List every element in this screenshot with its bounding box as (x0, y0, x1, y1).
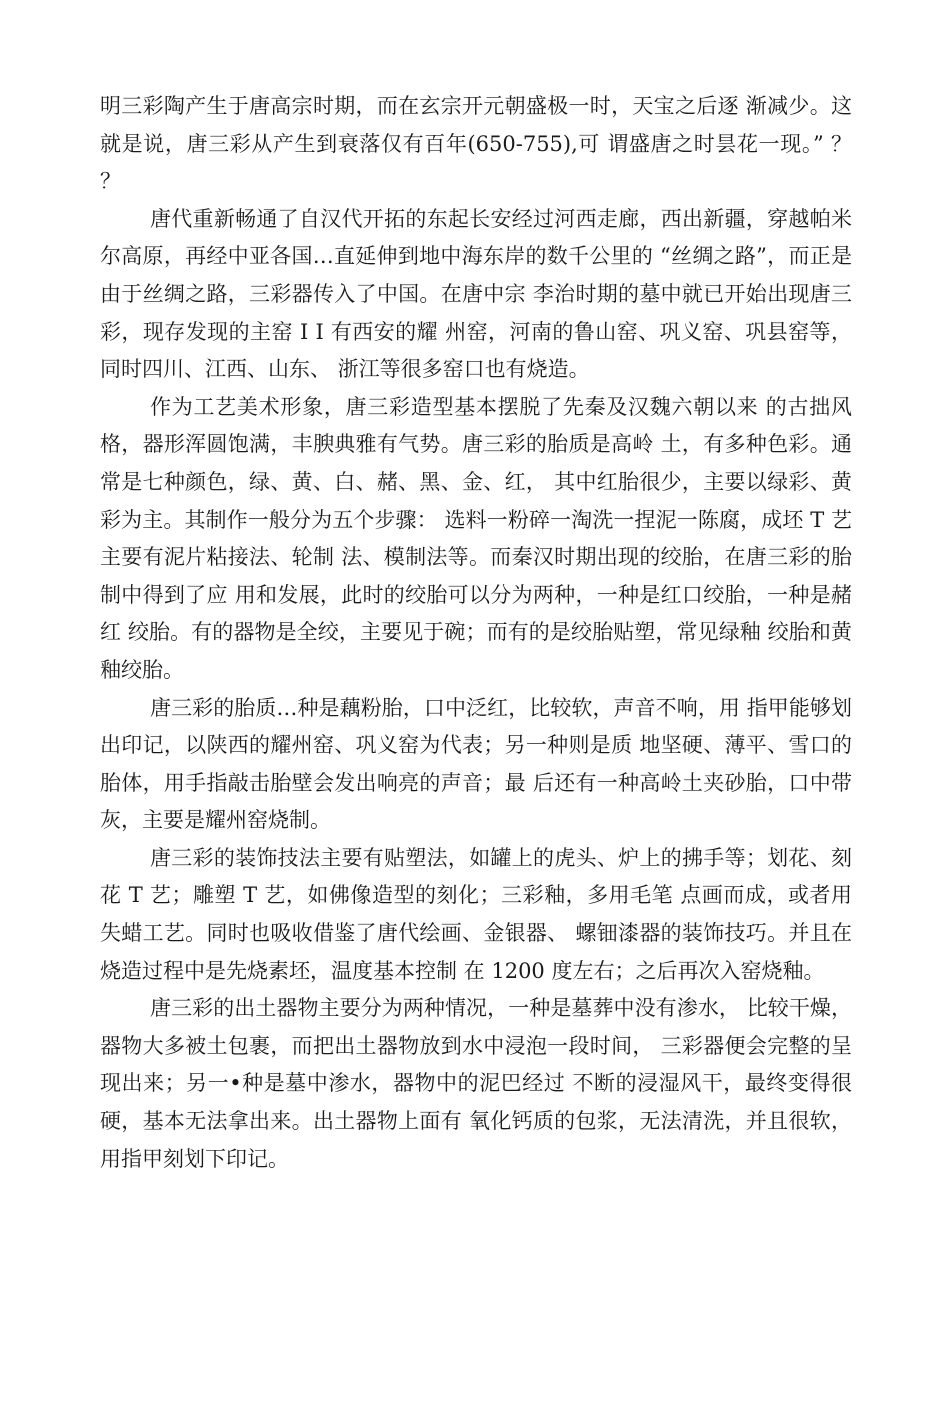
paragraph-4: 唐三彩的胎质…种是藕粉胎，口中泛红，比较软，声音不响，用 指甲能够划出印记，以陕西的耀州窑、巩义窑为代表；另一种则是质 地坚硬、薄平、雪口的胎体，用手指敲击胎壁会发出响亮的声音；最 后还有一种高岭土夹砂胎，口中带灰，主要是耀州窑烧制。 (100, 695, 852, 833)
paragraph-1: 明三彩陶产生于唐高宗时期，而在玄宗开元朝盛极一时，天宝之后逐 渐减少。这就是说，唐三彩从产生到衰落仅有百年(650-755),可 谓盛唐之时昙花一现。” ？ ？ (100, 94, 852, 194)
paragraph-2: 唐代重新畅通了自汉代开拓的东起长安经过河西走廊，西出新疆，穿越帕米尔高原，再经中亚各国…直延伸到地中海东岸的数千公里的 “丝绸之路”，而正是由于丝绸之路，三彩器传入了中国。在唐中宗 李治时期的墓中就已开始出现唐三彩，现存发现的主窑 I I 有西安的耀 州窑，河南的鲁山窑、巩义窑、巩县窑等，同时四川、江西、山东、 浙江等很多窑口也有烧造。 (100, 206, 852, 382)
paragraph-6: 唐三彩的出土器物主要分为两种情况，一种是墓葬中没有渗水， 比较干燥，器物大多被土包裹，而把出土器物放到水中浸泡一段时间， 三彩器便会完整的呈现出来；另一•种是墓中渗水，器物中的泥巴经过 不断的浸湿风干，最终变得很硬，基本无法拿出来。出土器物上面有 氧化钙质的包浆，无法清洗，并且很软，用指甲刻划下印记。 (100, 996, 852, 1171)
paragraph-5: 唐三彩的装饰技法主要有贴塑法，如罐上的虎头、炉上的拂手等；划花、刻花 T 艺；雕塑 T 艺，如佛像造型的刻化；三彩釉，多用毛笔 点画而成，或者用失蜡工艺。同时也吸收借鉴了唐代绘画、金银器、 螺钿漆器的装饰技巧。并且在烧造过程中是先烧素坯，温度基本控制 在 1200 度左右；之后再次入窑烧釉。 (100, 845, 852, 983)
document-page (100, 88, 852, 1178)
paragraph-3: 作为工艺美术形象，唐三彩造型基本摆脱了先秦及汉魏六朝以来 的古拙风格，器形浑圆饱满，丰腴典雅有气势。唐三彩的胎质是高岭 土，有多种色彩。通常是七种颜色，绿、黄、白、赭、黑、金、红， 其中红胎很少，主要以绿彩、黄彩为主。其制作一般分为五个步骤： 选料一粉碎一淘洗一捏泥一陈腐，成坯 T 艺主要有泥片粘接法、轮制 法、模制法等。而秦汉时期出现的绞胎，在唐三彩的胎制中得到了应 用和发展，此时的绞胎可以分为两种，一种是红口绞胎，一种是赭红 绞胎。有的器物是全绞，主要见于碗；而有的是绞胎贴塑，常见绿釉 绞胎和黄釉绞胎。 (100, 394, 852, 682)
